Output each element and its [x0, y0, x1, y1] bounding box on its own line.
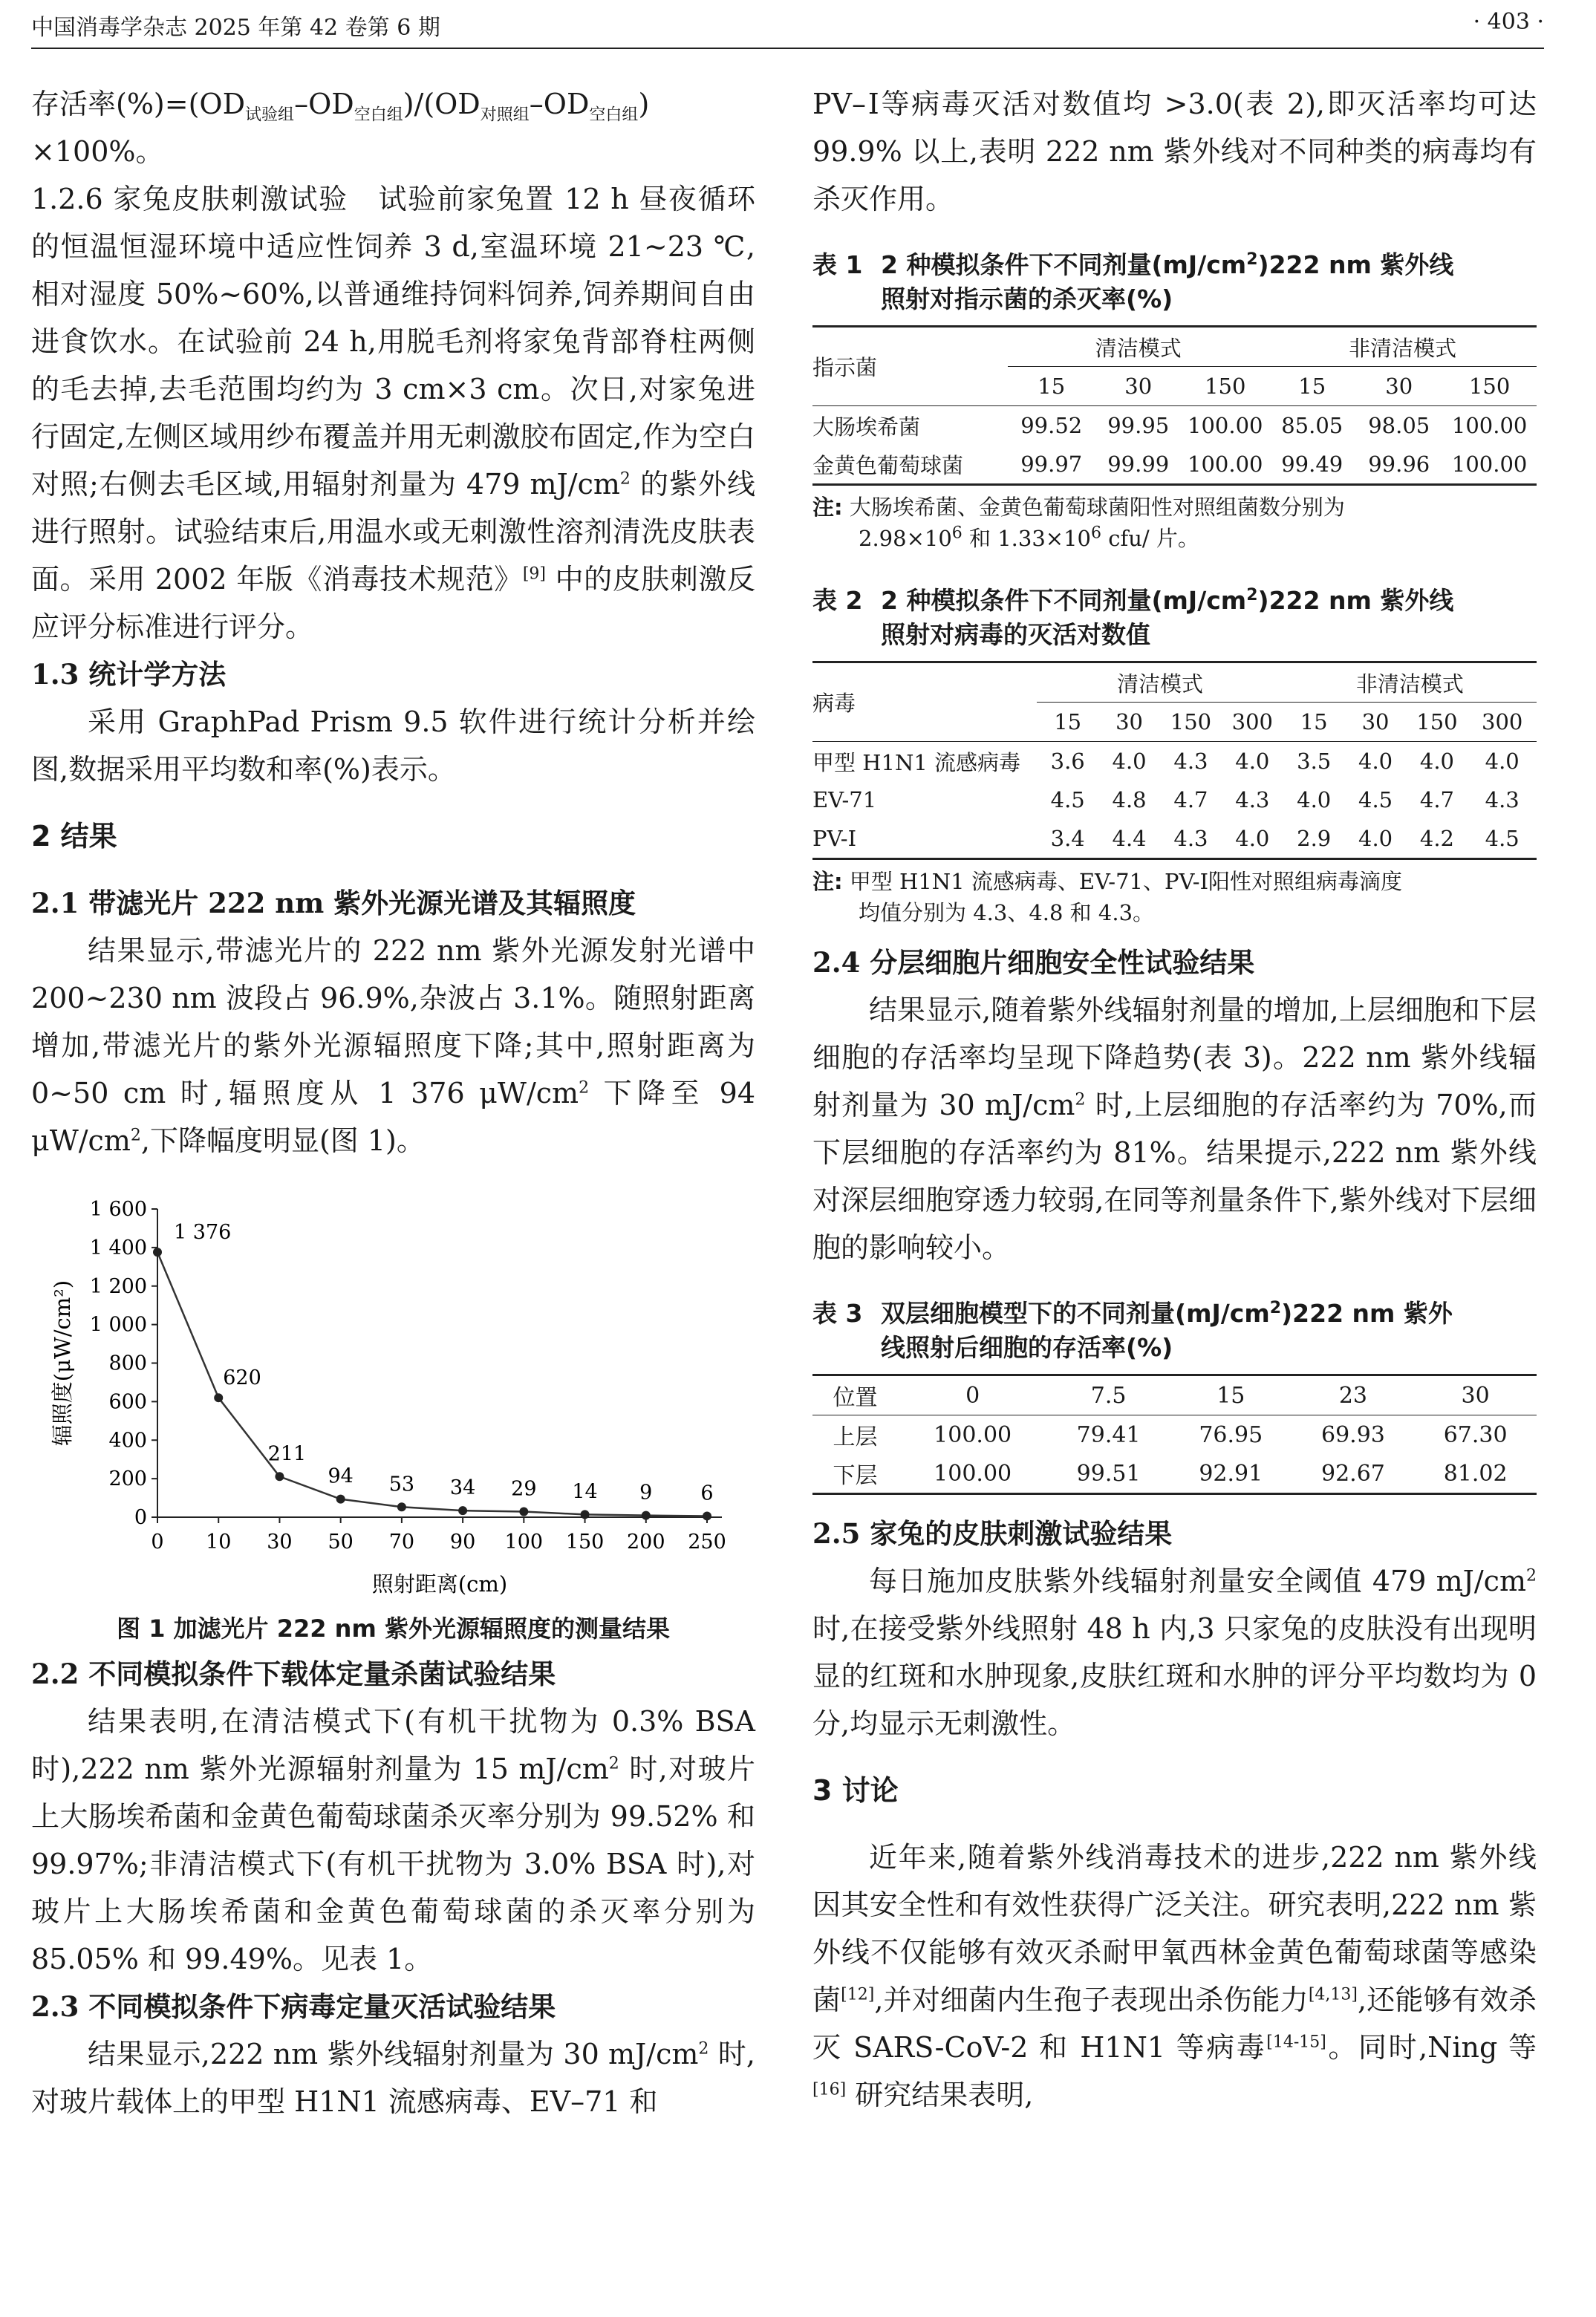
y-tick-label: 1 600 — [89, 1198, 147, 1221]
x-tick-label: 200 — [627, 1531, 665, 1554]
heading-1-3: 1.3 统计学方法 — [31, 658, 227, 691]
cell-2: 100.00 — [1182, 445, 1268, 485]
cell-3: 99.49 — [1268, 445, 1355, 485]
heading-2-4: 2.4 分层细胞片细胞安全性试验结果 — [812, 946, 1255, 979]
table-row — [812, 406, 1537, 446]
data-label: 29 — [511, 1477, 537, 1501]
data-label: 1 376 — [174, 1221, 232, 1245]
right-column — [812, 80, 1537, 2119]
heading-2-1: 2.1 带滤光片 222 nm 紫外光源光谱及其辐照度 — [31, 887, 636, 919]
table-2 — [812, 661, 1537, 860]
table-1-col-label: 指示菌 — [812, 327, 1008, 406]
table-2-block — [812, 584, 1537, 928]
table-3-col-label: 位置 — [812, 1375, 898, 1415]
table-1 — [812, 325, 1537, 486]
cell-1: 79.41 — [1076, 1421, 1141, 1448]
y-tick-label: 600 — [108, 1390, 147, 1414]
cell-2: 76.95 — [1199, 1421, 1263, 1448]
data-point — [703, 1511, 711, 1520]
x-axis-title: 照射距离(cm) — [371, 1571, 508, 1597]
cell-1: 99.99 — [1095, 445, 1182, 485]
cell-1: 4.8 — [1112, 787, 1147, 812]
row-label: PV-Ⅰ — [812, 819, 1037, 859]
x-tick-label: 10 — [206, 1531, 232, 1554]
dose-header-2: 150 — [1182, 367, 1268, 406]
paragraph-1-3: 采用 GraphPad Prism 9.5 软件进行统计分析并绘图,数据采用平均数和率(%)表示。 — [31, 705, 755, 786]
data-label: 14 — [572, 1480, 598, 1504]
cell-3: 92.67 — [1292, 1454, 1415, 1494]
cell-2: 92.91 — [1170, 1454, 1292, 1494]
dose-header-5: 150 — [1442, 367, 1537, 406]
cell-7: 4.5 — [1468, 819, 1537, 859]
row-label: 下层 — [812, 1454, 898, 1494]
cell-6: 4.2 — [1407, 819, 1468, 859]
data-label: 6 — [700, 1482, 714, 1505]
cell-0: 99.97 — [1008, 445, 1095, 485]
irradiance-chart — [31, 1187, 755, 1603]
data-label: 211 — [267, 1442, 307, 1466]
dose-header-0: 15 — [1008, 367, 1095, 406]
table-row — [812, 781, 1537, 819]
cell-7: 4.0 — [1485, 749, 1520, 774]
cell-5: 4.0 — [1345, 819, 1407, 859]
cell-1: 4.4 — [1098, 819, 1160, 859]
dose-header-1: 30 — [1095, 367, 1182, 406]
cell-1: 99.51 — [1047, 1454, 1170, 1494]
data-label: 620 — [223, 1366, 261, 1390]
cell-5: 4.5 — [1358, 787, 1393, 812]
table-row — [812, 1454, 1537, 1494]
y-tick-label: 1 400 — [89, 1236, 147, 1259]
paragraph-2-5: 每日施加皮肤紫外线辐射剂量安全阈值 479 $mJ/cm^2$ 时,在接受紫外线照射 48 h 内,3 只家兔的皮肤没有出现明显的红斑和水肿现象,皮肤红斑和水肿的评分平均数均为 0 分,均显示无刺激性。 — [812, 1565, 1537, 1740]
table-2-col-label: 病毒 — [812, 662, 1037, 742]
dose-header-1: 30 — [1098, 703, 1160, 742]
x-tick-label: 150 — [565, 1531, 605, 1554]
y-tick-label: 800 — [108, 1352, 147, 1375]
dose-header-3: 23 — [1292, 1375, 1415, 1415]
dose-header-0: 15 — [1037, 703, 1098, 742]
cell-2: 100.00 — [1188, 413, 1263, 438]
data-label: 53 — [388, 1473, 415, 1496]
table-row — [812, 819, 1537, 859]
table-row — [812, 445, 1537, 485]
journal-header: 中国消毒学杂志 2025 年第 42 卷第 6 期 — [31, 15, 440, 41]
heading-2-2: 2.2 不同模拟条件下载体定量杀菌试验结果 — [31, 1658, 556, 1690]
y-tick-label: 400 — [108, 1429, 147, 1453]
table-row — [812, 742, 1537, 781]
x-tick-label: 70 — [388, 1531, 415, 1554]
cell-0: 99.52 — [1020, 413, 1083, 438]
heading-3-discussion: 3 讨论 — [812, 1774, 899, 1807]
table-3-caption: 表 3 双层细胞模型下的不同剂量$(mJ/cm^2)222$ nm 紫外 线照射后细胞的存活率(%) — [812, 1299, 1453, 1362]
paragraph-2-1: 结果显示,带滤光片的 222 nm 紫外光源发射光谱中 200~230 nm 波段占 96.9%,杂波占 3.1%。随照射距离增加,带滤光片的紫外光源辐照度下降;其中,照射距离为 0~50 cm 时,辐照度从 1 376 $\mu W/cm^2$ 下降至 94 $\mu W/cm^2$,下降幅度明显(图 1)。 — [31, 934, 755, 1157]
data-point — [153, 1248, 162, 1257]
x-tick-label: 30 — [267, 1531, 293, 1554]
table-row — [812, 1415, 1537, 1455]
cell-3: 4.3 — [1235, 787, 1270, 812]
dose-header-5: 30 — [1345, 703, 1407, 742]
cell-0: 4.5 — [1050, 787, 1085, 812]
data-point — [336, 1495, 345, 1504]
table-1-group-unclean: 非清洁模式 — [1268, 327, 1537, 367]
x-tick-label: 90 — [449, 1531, 476, 1554]
cell-2: 4.3 — [1173, 749, 1208, 774]
cell-4: 99.96 — [1355, 445, 1442, 485]
cell-1: 4.0 — [1112, 749, 1147, 774]
cell-2: 4.3 — [1160, 819, 1222, 859]
paragraph-3: 近年来,随着紫外线消毒技术的进步,222 nm 紫外线因其安全性和有效性获得广泛关注。研究表明,222 nm 紫外线不仅能够有效灭杀耐甲氧西林金黄色葡萄球菌等感染菌[12],并对细菌内生孢子表现出杀伤能力[4,13],还能够有效杀灭 SARS-CoV-2 和 H1N1 等病毒[14-15]。同时,Ning 等[16] 研究结果表明, — [812, 1841, 1537, 2111]
paragraph-2-4: 结果显示,随着紫外线辐射剂量的增加,上层细胞和下层细胞的存活率均呈现下降趋势(表 3)。222 nm 紫外线辐射剂量为 30 $mJ/cm^2$ 时,上层细胞的存活率约为 70%,而下层细胞的存活率约为 81%。结果提示,222 nm 紫外线对深层细胞穿透力较弱,在同等剂量条件下,紫外线对下层细胞的影响较小。 — [812, 994, 1537, 1264]
cell-4: 98.05 — [1368, 413, 1430, 438]
table-1-group-clean: 清洁模式 — [1008, 327, 1268, 367]
left-column — [31, 80, 755, 2125]
x-tick-label: 100 — [504, 1531, 544, 1554]
data-label: 34 — [449, 1476, 476, 1500]
cell-4: 4.0 — [1297, 787, 1332, 812]
cell-2: 4.7 — [1173, 787, 1208, 812]
cell-4: 81.02 — [1414, 1454, 1537, 1494]
table-2-note: 注: 甲型 H1N1 流感病毒、EV-71、PV-Ⅰ阳性对照组病毒滴度 均值分别为 4.3、4.8 和 4.3。 — [812, 869, 1403, 925]
cell-7: 4.3 — [1485, 787, 1520, 812]
data-point — [275, 1472, 284, 1481]
table-2-group-clean: 清洁模式 — [1037, 662, 1283, 703]
cell-5: 100.00 — [1442, 445, 1537, 485]
dose-header-1: 7.5 — [1047, 1375, 1170, 1415]
cell-5: 4.0 — [1358, 749, 1393, 774]
cell-6: 4.0 — [1419, 749, 1454, 774]
table-1-note: 注: 大肠埃希菌、金黄色葡萄球菌阳性对照组菌数分别为 $2.98\times 10^6$ 和 $1.33\times 10^6$ cfu/ 片。 — [812, 495, 1345, 551]
data-point — [214, 1393, 223, 1402]
dose-header-3: 300 — [1222, 703, 1283, 742]
cell-4: 3.5 — [1297, 749, 1332, 774]
y-tick-label: 1 000 — [89, 1313, 147, 1337]
dose-header-3: 15 — [1268, 367, 1355, 406]
row-label: 金黄色葡萄球菌 — [812, 445, 1008, 485]
dose-header-4: 15 — [1283, 703, 1345, 742]
data-point — [642, 1511, 651, 1520]
paragraph-2-3: 结果显示,222 nm 紫外线辐射剂量为 30 $mJ/cm^2$ 时,对玻片载体上的甲型 H1N1 流感病毒、EV–71 和 — [31, 2038, 755, 2118]
y-tick-label: 200 — [108, 1467, 147, 1491]
paragraph-2-2: 结果表明,在清洁模式下(有机干扰物为 0.3% BSA 时),222 nm 紫外光源辐射剂量为 15 $mJ/cm^2$ 时,对玻片上大肠埃希菌和金黄色葡萄球菌杀灭率分别为 99.52% 和 99.97%;非清洁模式下(有机干扰物为 3.0% BSA 时),对玻片上大肠埃希菌和金黄色葡萄球菌的杀灭率分别为 85.05% 和 99.49%。见表 1。 — [31, 1705, 755, 1975]
cell-0: 100.00 — [934, 1421, 1012, 1448]
cell-3: 4.0 — [1222, 819, 1283, 859]
y-axis-title: 辐照度(μW/cm²) — [50, 1280, 75, 1447]
cell-0: 3.4 — [1037, 819, 1098, 859]
cell-6: 4.7 — [1419, 787, 1454, 812]
row-label: 甲型 H1N1 流感病毒 — [812, 749, 1021, 775]
dose-header-4: 30 — [1414, 1375, 1537, 1415]
paragraph-1-2-6: 1.2.6 家兔皮肤刺激试验 试验前家兔置 12 h 昼夜循环的恒温恒湿环境中适应性饲养 3 d,室温环境 21~23 ℃,相对湿度 50%~60%,以普通维持饲料饲养,饲养期间自由进食饮水。在试验前 24 h,用脱毛剂将家兔背部脊柱两侧的毛去掉,去毛范围均约为 3 cm×3 cm。次日,对家兔进行固定,左侧区域用纱布覆盖并用无刺激胶布固定,作为空白对照;右侧去毛区域,用辐射剂量为 479 $mJ/cm^2$ 的紫外线进行照射。试验结束后,用温水或无刺激性溶剂清洗皮肤表面。采用 2002 年版《消毒技术规范》[9] 中的皮肤刺激反应评分标准进行评分。 — [31, 183, 755, 643]
cell-3: 4.0 — [1235, 749, 1270, 774]
dose-header-2: 150 — [1160, 703, 1222, 742]
table-2-caption: 表 2 2 种模拟条件下不同剂量$(mJ/cm^2)222$ nm 紫外线 照射对病毒的灭活对数值 — [812, 586, 1454, 649]
row-label: 上层 — [833, 1424, 878, 1450]
paragraph-2-3-continued: PV–Ⅰ等病毒灭活对数值均 >3.0(表 2),即灭活率均可达 99.9% 以上,表明 222 nm 紫外线对不同种类的病毒均有杀灭作用。 — [812, 88, 1537, 215]
cell-3: 85.05 — [1281, 413, 1343, 438]
data-point — [458, 1506, 467, 1515]
x-tick-label: 0 — [151, 1531, 164, 1554]
row-label: EV-71 — [812, 787, 877, 812]
dose-header-4: 30 — [1355, 367, 1442, 406]
cell-4: 2.9 — [1283, 819, 1345, 859]
cell-5: 100.00 — [1451, 413, 1528, 438]
data-label: 9 — [639, 1481, 653, 1505]
heading-2-5: 2.5 家兔的皮肤刺激试验结果 — [812, 1517, 1173, 1550]
y-tick-label: 0 — [134, 1506, 147, 1529]
heading-2-3: 2.3 不同模拟条件下病毒定量灭活试验结果 — [31, 1990, 556, 2023]
figure-1 — [31, 1187, 755, 1644]
cell-1: 99.95 — [1107, 413, 1170, 438]
dose-header-6: 150 — [1407, 703, 1468, 742]
x-tick-label: 50 — [328, 1531, 354, 1554]
cell-3: 69.93 — [1320, 1421, 1385, 1448]
header-rule — [31, 48, 1544, 49]
dose-header-2: 15 — [1170, 1375, 1292, 1415]
data-label: 94 — [328, 1464, 354, 1488]
row-label: 大肠埃希菌 — [812, 414, 921, 440]
data-point — [397, 1502, 406, 1511]
page-number: · 403 · — [1473, 9, 1544, 35]
cell-0: 3.6 — [1050, 749, 1085, 774]
table-2-group-unclean: 非清洁模式 — [1283, 662, 1537, 703]
data-point — [581, 1510, 590, 1519]
dose-header-7: 300 — [1468, 703, 1537, 742]
dose-header-0: 0 — [898, 1375, 1047, 1415]
y-tick-label: 1 200 — [89, 1274, 147, 1298]
cell-4: 67.30 — [1443, 1421, 1508, 1448]
survival-formula: 存活率$(\%)=(OD_{试验组}-OD_{空白组})/(OD_{对照组}-OD_{空白组})$ ×100%。 — [31, 88, 650, 168]
table-1-caption: 表 1 2 种模拟条件下不同剂量$(mJ/cm^2)222$ nm 紫外线 照射对指示菌的杀灭率(%) — [812, 250, 1454, 313]
table-3 — [812, 1374, 1537, 1495]
table-1-block — [812, 248, 1537, 554]
cell-0: 100.00 — [898, 1454, 1047, 1494]
x-tick-label: 250 — [688, 1531, 726, 1554]
table-3-block — [812, 1297, 1537, 1495]
data-point — [519, 1507, 528, 1516]
figure-1-caption: 图 1 加滤光片 222 nm 紫外光源辐照度的测量结果 — [117, 1614, 670, 1643]
heading-2-results: 2 结果 — [31, 820, 117, 853]
